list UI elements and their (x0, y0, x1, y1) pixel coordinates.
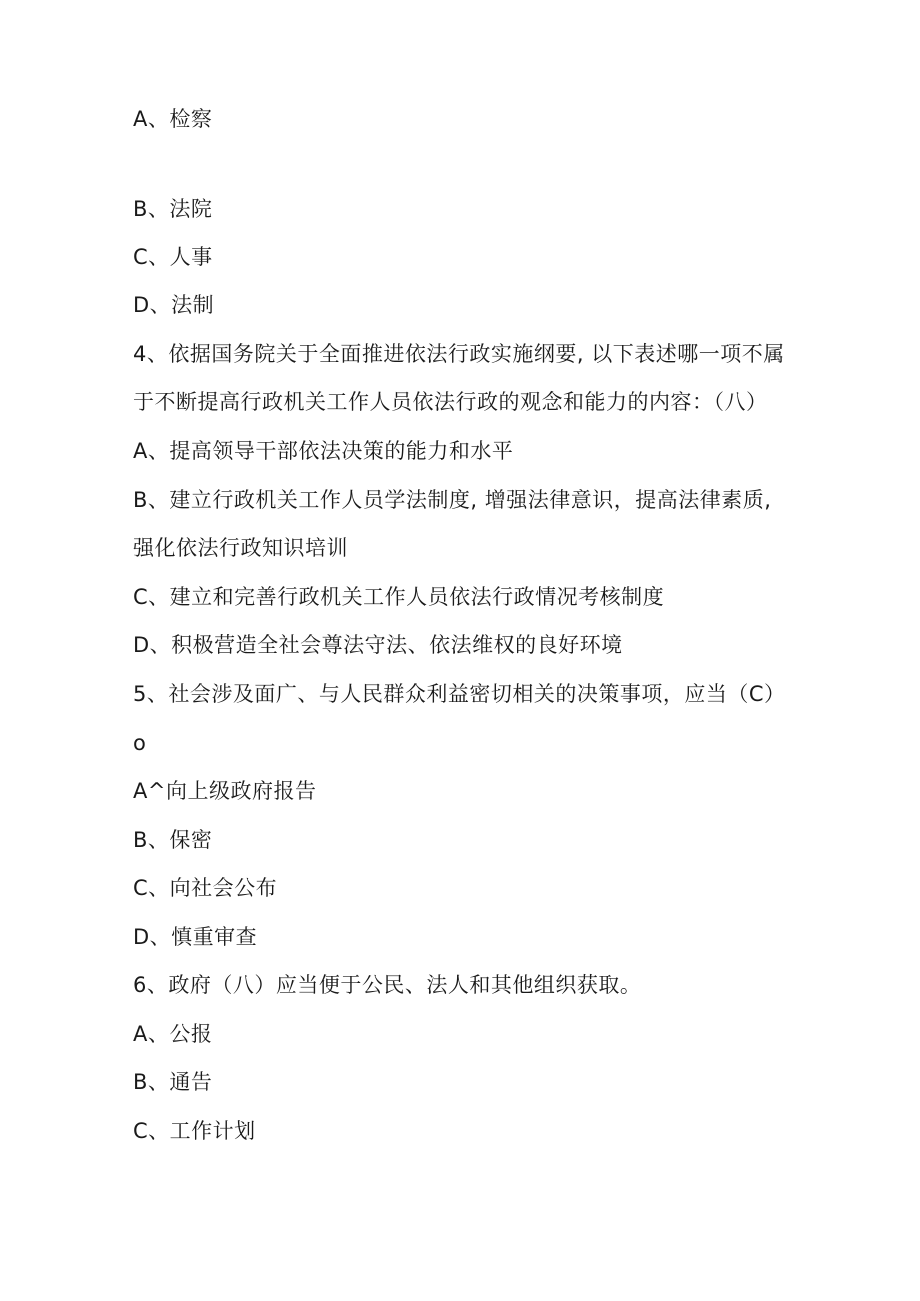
question-5-line: 5、社会涉及面广、与人民群众利益密切相关的决策事项，应当（C） (133, 682, 786, 706)
option-b-line: B、法院 (133, 197, 213, 221)
q5-option-c: C、向社会公布 (133, 876, 278, 900)
question-6-line: 6、政府（八）应当便于公民、法人和其他组织获取。 (133, 973, 642, 997)
q4-option-b-line-2: 强化依法行政知识培训 (133, 536, 348, 560)
q6-option-b: B、通告 (133, 1070, 213, 1094)
option-c-line: C、人事 (133, 245, 213, 269)
q4-option-a: A、提高领导干部依法决策的能力和水平 (133, 439, 514, 463)
question-4-line-2: 于不断提高行政机关工作人员依法行政的观念和能力的内容：（八） (133, 390, 768, 414)
question-4-line-1: 4、依据国务院关于全面推进依法行政实施纲要, 以下表述哪一项不属 (133, 342, 785, 366)
q5-option-b: B、保密 (133, 828, 213, 852)
q4-option-b-line-1: B、建立行政机关工作人员学法制度, 增强法律意识，提高法律素质, (133, 488, 772, 512)
option-d-line: D、法制 (133, 293, 215, 317)
q6-option-a: A、公报 (133, 1022, 213, 1046)
question-5-period: o (133, 731, 147, 755)
q6-option-c: C、工作计划 (133, 1119, 256, 1143)
option-a-line: A、检察 (133, 107, 213, 131)
q4-option-c: C、建立和完善行政机关工作人员依法行政情况考核制度 (133, 585, 665, 609)
q4-option-d: D、积极营造全社会尊法守法、依法维权的良好环境 (133, 633, 623, 657)
q5-option-a: A^向上级政府报告 (133, 779, 317, 803)
q5-option-d: D、慎重审查 (133, 925, 258, 949)
